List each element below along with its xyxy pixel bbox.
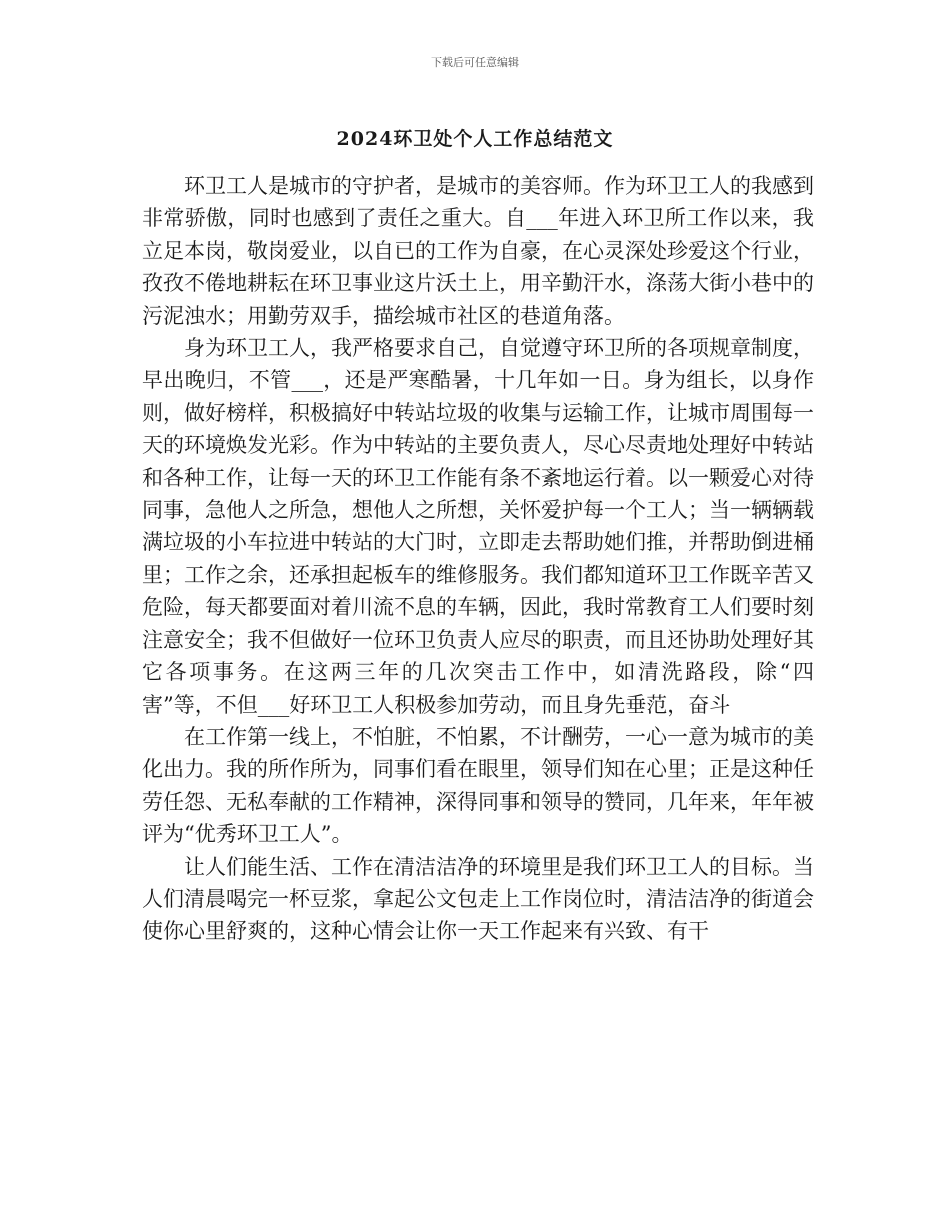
document-title: 2024环卫处个人工作总结范文 xyxy=(336,128,614,150)
paragraph-2: 身为环卫工人，我严格要求自己，自觉遵守环卫所的各项规章制度，早出晚归，不管___，还是严寒酷暑，十几年如一日。身为组长，以身作则，做好榜样，积极搞好中转站垃圾的收集与运输工作，让城市周围每一天的环境焕发光彩。作为中转站的主要负责人，尽心尽责地处理好中转站和各种工作，让每一天的环卫工作能有条不紊地运行着。以一颗爱心对待同事，急他人之所急，想他人之所想，关怀爱护每一个工人；当一辆辆载满垃圾的小车拉进中转站的大门时，立即走去帮助她们推，并帮助倒进桶里；工作之余，还承担起板车的维修服务。我们都知道环卫工作既辛苦又危险，每天都要面对着川流不息的车辆，因此，我时常教育工人们要时刻注意安全；我不但做好一位环卫负责人应尽的职责，而且还协助处理好其它各项事务。在这两三年的几次突击工作中，如清洗路段，除“四害”等，不但___好环卫工人积极参加劳动，而且身先垂范，奋斗 xyxy=(142,336,814,717)
page-header-note: 下载后可任意编辑 xyxy=(431,56,519,69)
paragraph-4: 让人们能生活、工作在清洁洁净的环境里是我们环卫工人的目标。当人们清晨喝完一杯豆浆，拿起公文包走上工作岗位时，清洁洁净的街道会使你心里舒爽的，这种心情会让你一天工作起来有兴致、有干 xyxy=(142,854,814,944)
paragraph-3: 在工作第一线上，不怕脏，不怕累，不计酬劳，一心一意为城市的美化出力。我的所作所为，同事们看在眼里，领导们知在心里；正是这种任劳任怨、无私奉献的工作精神，深得同事和领导的赞同，几年来，年年被评为“优秀环卫工人”。 xyxy=(142,724,814,847)
paragraph-1: 环卫工人是城市的守护者，是城市的美容师。作为环卫工人的我感到非常骄傲，同时也感到了责任之重大。自___年进入环卫所工作以来，我立足本岗，敬岗爱业，以自已的工作为自豪，在心灵深处珍爱这个行业，孜孜不倦地耕耘在环卫事业这片沃土上，用辛勤汗水，涤荡大街小巷中的污泥浊水；用勤劳双手，描绘城市社区的巷道角落。 xyxy=(142,174,814,328)
document-body xyxy=(142,170,814,948)
